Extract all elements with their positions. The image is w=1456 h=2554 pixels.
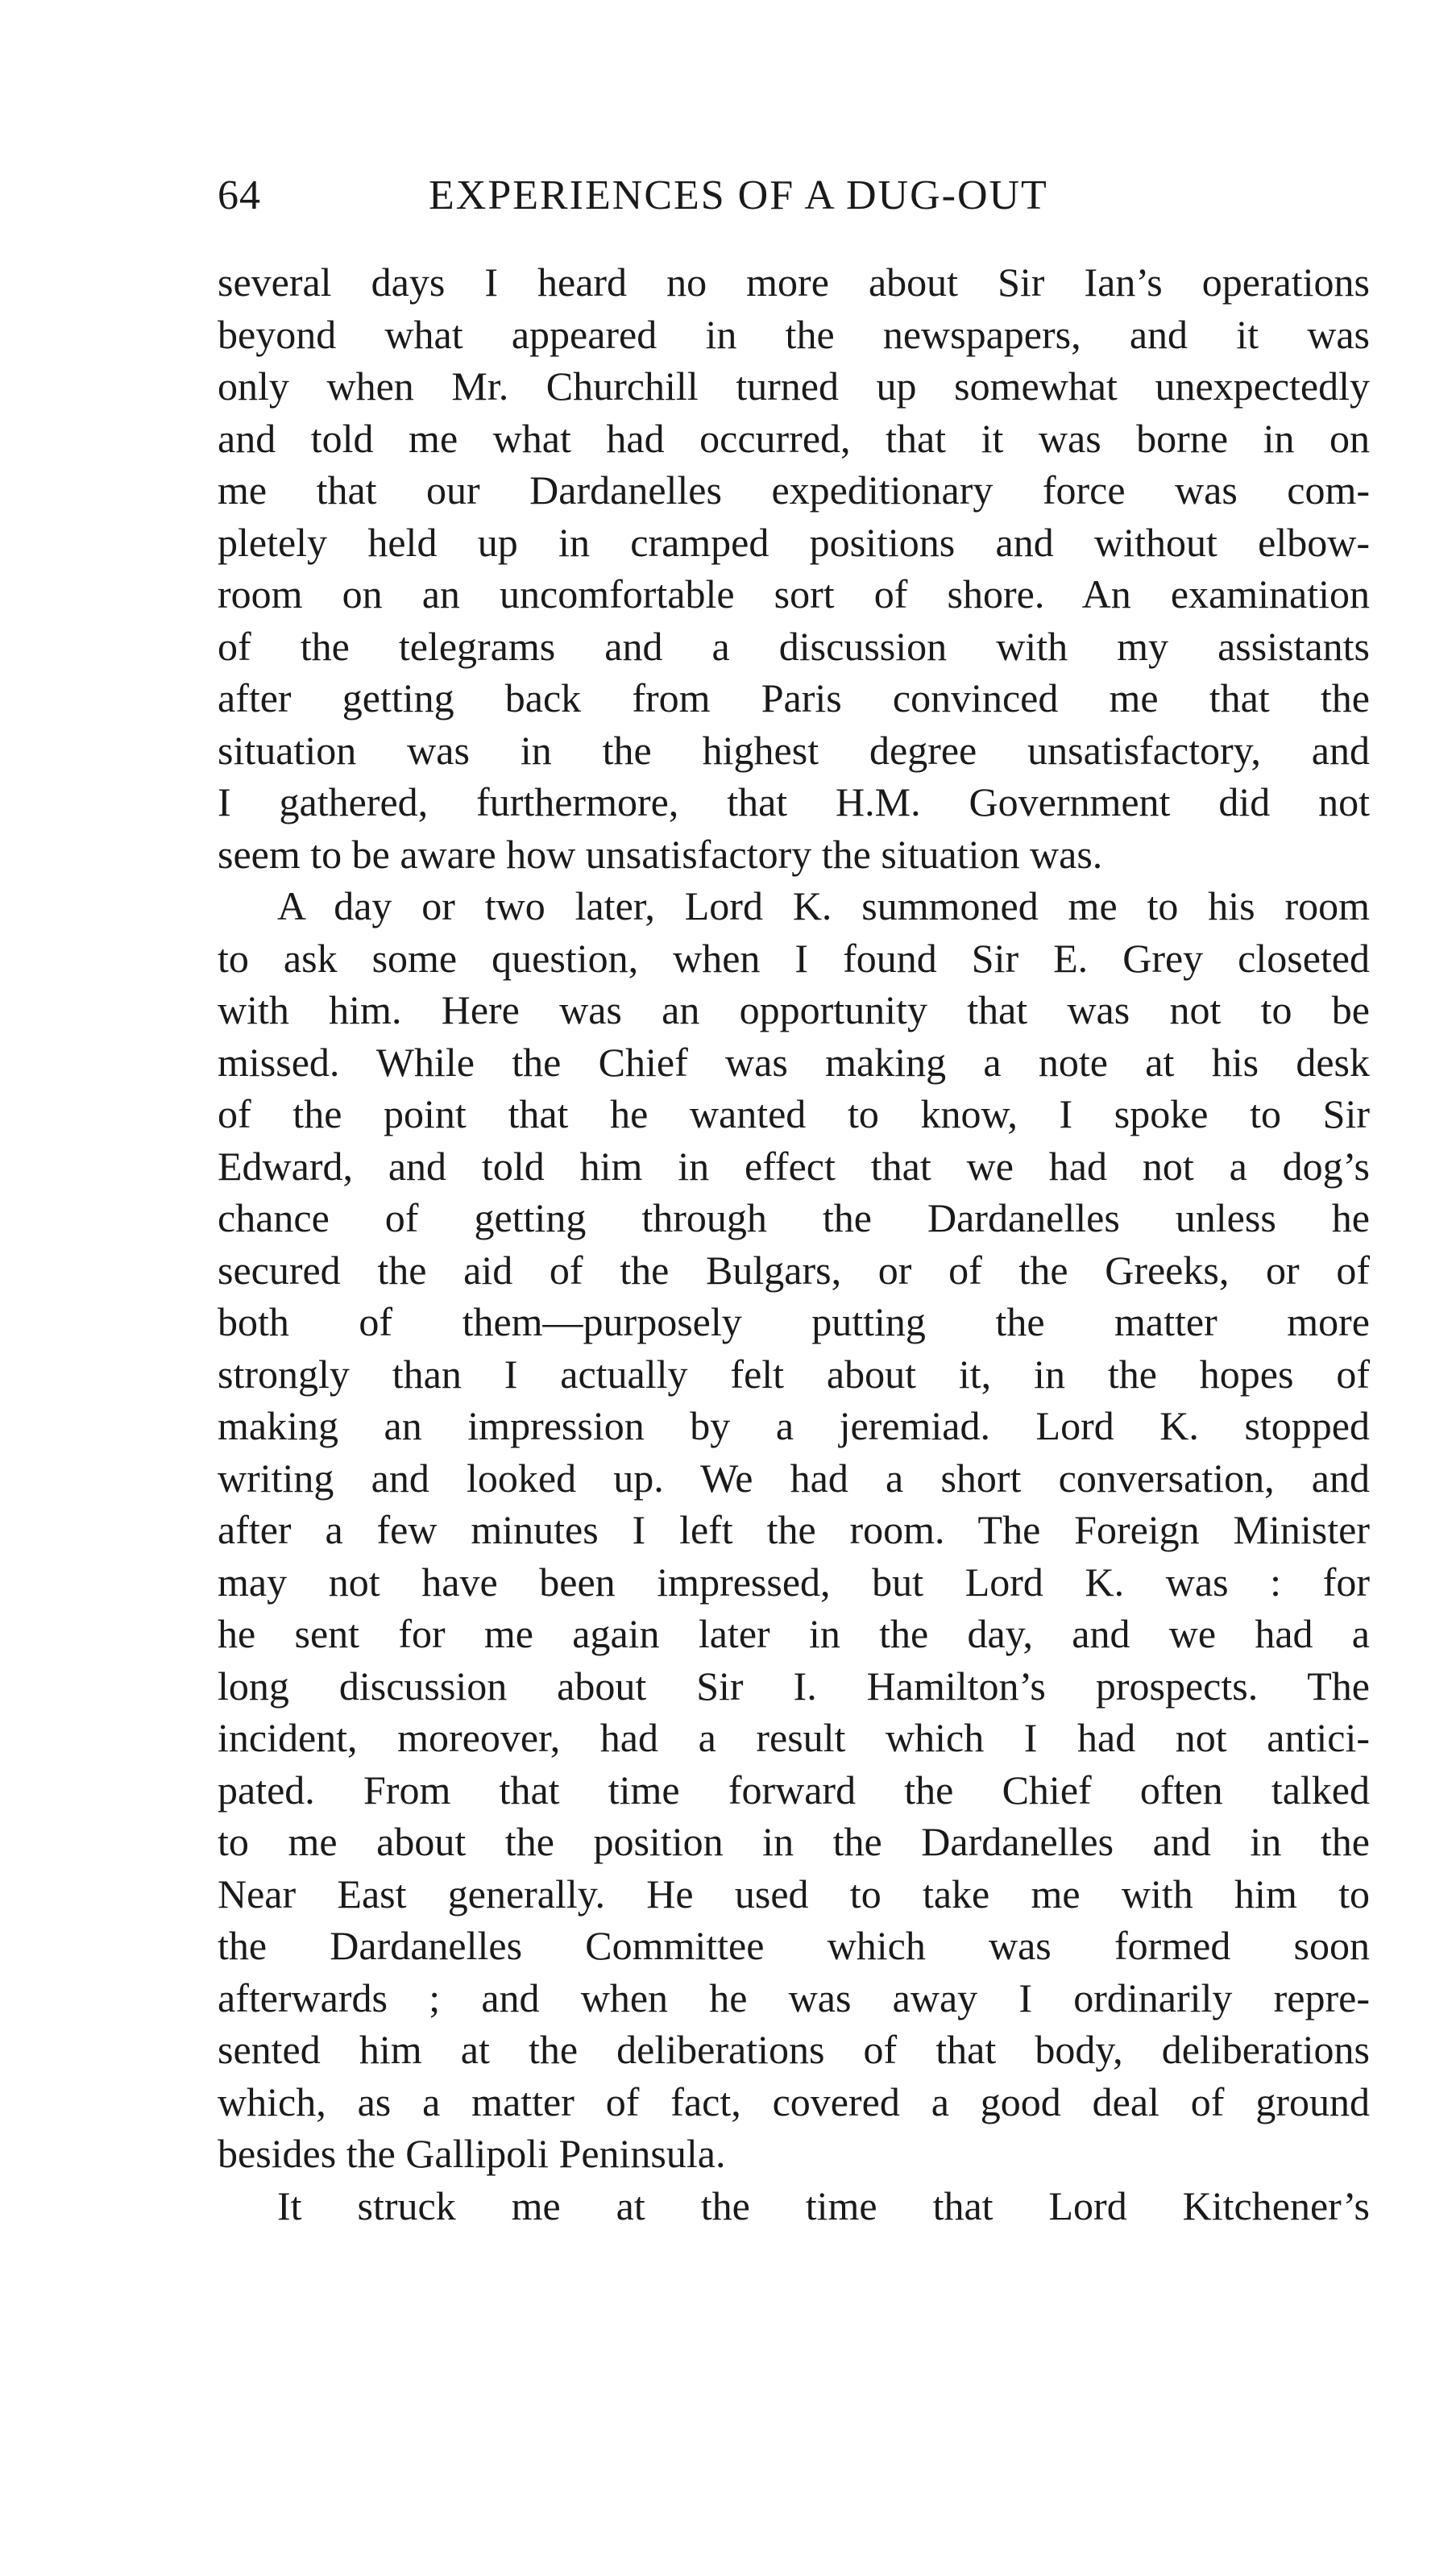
paragraph-first-line: A day or two later, Lord K. summoned me to his room <box>277 883 1370 928</box>
text-line: writing and looked up. We had a short conversation, and <box>218 1455 1370 1501</box>
text-line: to ask some question, when I found Sir E. Grey closeted <box>218 935 1370 981</box>
text-line: which, as a matter of fact, covered a good deal of ground <box>218 2078 1370 2124</box>
text-line: pated. From that time forward the Chief often talked <box>218 1767 1370 1813</box>
text-line: Near East generally. He used to take me with him to <box>218 1871 1370 1917</box>
text-line: may not have been impressed, but Lord K. was : for <box>218 1559 1370 1605</box>
text-line: pletely held up in cramped positions and without elbow- <box>218 519 1370 565</box>
text-line: with him. Here was an opportunity that was not to be <box>218 987 1370 1032</box>
page-number: 64 <box>218 172 261 218</box>
paragraph-last-line: seem to be aware how unsatisfactory the situation was. <box>218 831 1103 877</box>
text-line: I gathered, furthermore, that H.M. Government did not <box>218 779 1370 824</box>
text-line: incident, moreover, had a result which I had not antici- <box>218 1715 1370 1760</box>
text-line: after getting back from Paris convinced me that the <box>218 675 1370 721</box>
text-line: making an impression by a jeremiad. Lord K. stopped <box>218 1403 1370 1448</box>
text-line: the Dardanelles Committee which was formed soon <box>218 1923 1370 1968</box>
running-head <box>218 168 1378 224</box>
text-line: strongly than I actually felt about it, in the hopes of <box>218 1351 1370 1397</box>
text-line: me that our Dardanelles expeditionary force was com- <box>218 467 1370 513</box>
text-line: situation was in the highest degree unsatisfactory, and <box>218 727 1370 773</box>
text-line: to me about the position in the Dardanelles and in the <box>218 1819 1370 1864</box>
text-line: sented him at the deliberations of that body, deliberations <box>218 2027 1370 2072</box>
running-title: EXPERIENCES OF A DUG-OUT <box>429 172 1048 218</box>
text-line: Edward, and told him in effect that we had not a dog’s <box>218 1143 1370 1189</box>
text-line: secured the aid of the Bulgars, or of the Greeks, or of <box>218 1247 1370 1293</box>
text-line: after a few minutes I left the room. The Foreign Minister <box>218 1507 1370 1552</box>
text-line: several days I heard no more about Sir Ian’s operations <box>218 260 1370 305</box>
text-line: room on an uncomfortable sort of shore. An examination <box>218 571 1370 617</box>
text-line: of the point that he wanted to know, I spoke to Sir <box>218 1091 1370 1136</box>
text-line: afterwards ; and when he was away I ordinarily repre- <box>218 1975 1370 2020</box>
text-line: chance of getting through the Dardanelles unless he <box>218 1195 1370 1240</box>
paragraph-last-line: besides the Gallipoli Peninsula. <box>218 2131 726 2176</box>
text-line: beyond what appeared in the newspapers, and it was <box>218 311 1370 357</box>
text-line: and told me what had occurred, that it was borne in on <box>218 415 1370 461</box>
text-line: only when Mr. Churchill turned up somewhat unexpectedly <box>218 363 1370 409</box>
text-line: of the telegrams and a discussion with my assistants <box>218 623 1370 669</box>
paragraph-first-line: It struck me at the time that Lord Kitchener’s <box>277 2182 1370 2228</box>
text-line: both of them—purposely putting the matter more <box>218 1299 1370 1344</box>
body-text <box>218 256 1370 2232</box>
text-line: long discussion about Sir I. Hamilton’s prospects. The <box>218 1663 1370 1709</box>
text-line: missed. While the Chief was making a note at his desk <box>218 1039 1370 1085</box>
text-line: he sent for me again later in the day, and we had a <box>218 1611 1370 1656</box>
